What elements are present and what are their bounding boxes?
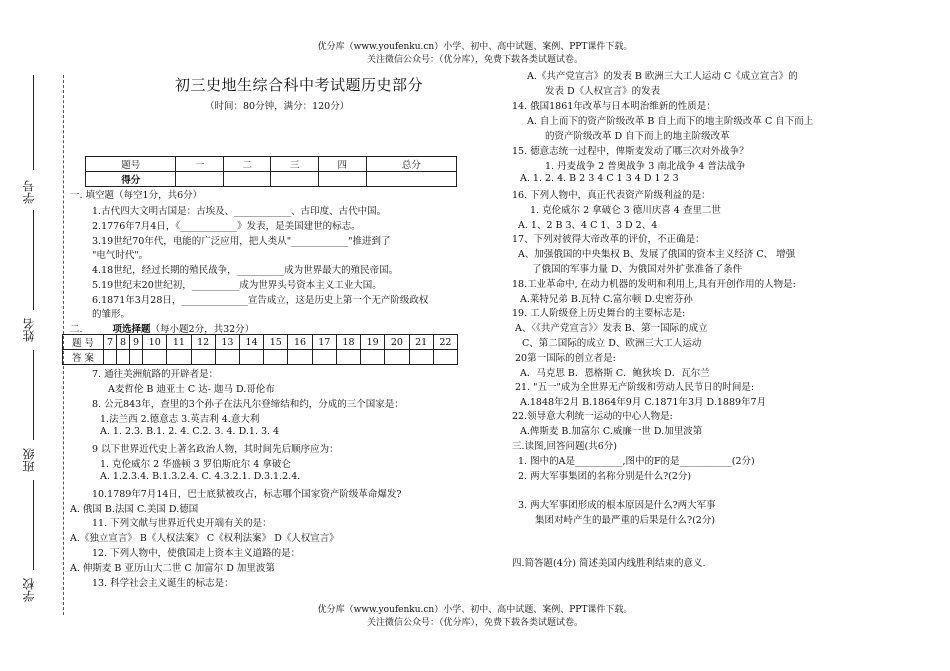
question-line: 22.领导意大利统一运动的中心人物是: [512, 411, 673, 422]
question-line: A.俾斯麦 B.加富尔 C.威廉一世 D.加里波第 [520, 426, 703, 437]
score-header: 四 [319, 157, 367, 172]
question-number-cell: 7 [104, 335, 117, 350]
question-line: 3. 两大军事团形成的根本原因是什么?两大军事 [518, 500, 716, 511]
header-line-2: 关注微信公众号：（优分库），免费下载各类试题试卷。 [366, 55, 583, 65]
question-line: 发表 D《人权宣言》的发表 [545, 86, 661, 97]
question-line: 了俄国的军事力量 D、为俄国对外扩张准备了条件 [532, 264, 743, 275]
question-line: A.《共产党宣言》的发表 B 欧洲三大工人运动 C《成立宣言》的 [527, 71, 798, 82]
question-number-cell: 10 [143, 335, 167, 350]
exam-title: 初三史地生综合科中考试题历史部分 [175, 76, 424, 94]
question-number-cell: 18 [336, 335, 360, 350]
question-line: 7. 通往美洲航路的开辟者是： [92, 369, 219, 380]
question-number-cell: 17 [312, 335, 336, 350]
question-line: A. 1、2 B 3、4 C 1、3 D 2、4 [518, 220, 658, 231]
question-line: A. 自上而下的资产阶级改革 B 自上而下的地主阶级改革 C 自下而上 [527, 116, 814, 127]
answer-cell[interactable] [336, 350, 360, 365]
question-line: 12. 下列人物中，使俄国走上资本主义道路的是： [92, 548, 301, 559]
question-number-cell: 21 [409, 335, 433, 350]
fill-line: 2.1776年7月4日，《____________》发表，是美国建世的标志。 [92, 221, 361, 232]
answer-cell[interactable] [191, 350, 215, 365]
answer-cell[interactable] [264, 350, 288, 365]
question-line: 9 以下世界近代史上著名政治人物，其时间先后顺序应为： [92, 444, 339, 455]
class-label: 班级 [22, 448, 36, 472]
question-line: 11. 下列文献与世界近代史开端有关的是： [92, 518, 272, 529]
question-number-cell: 16 [288, 335, 312, 350]
question-line: A. 1. 2. 4. B 2 3 4 C 1 3 4 D 1 2 3 [520, 173, 679, 184]
student-id-line [33, 75, 34, 170]
question-line: A.莱特兄弟 B.瓦特 C.富尔顿 D.史密芬孙 [520, 294, 693, 305]
answer-cell[interactable] [312, 350, 336, 365]
exam-subtitle: （时间：80分钟，满分：120分） [205, 101, 350, 112]
question-line: A．马克思 B．恩格斯 C．鲍狄埃 D．瓦尔兰 [520, 368, 710, 379]
question-number-cell: 22 [433, 335, 457, 350]
fill-line: 的雏形。 [92, 309, 131, 320]
question-line: 三.读图,回答问题(共6分) [512, 441, 617, 452]
score-cell[interactable] [223, 172, 271, 187]
question-line: A. 伸斯麦 B 亚历山大二世 C 加富尔 D 加里波第 [70, 563, 275, 574]
score-cell[interactable] [271, 172, 319, 187]
fill-line: "电气时代"。 [92, 250, 149, 261]
question-line: 21. "五一"成为全世界无产阶级和劳动人民节日的时间是: [515, 382, 755, 393]
question-line: 19. 工人阶级登上历史舞台的主要标志是: [512, 308, 686, 319]
answer-cell[interactable] [433, 350, 457, 365]
question-line: 集团对峙产生的最严重的后果是什么?(2分) [535, 515, 716, 526]
score-cell[interactable] [176, 172, 224, 187]
answer-cell[interactable] [288, 350, 312, 365]
question-line: 13. 科学社会主义诞生的标志是： [92, 578, 234, 589]
question-line: 的资产阶级改革 D 自下而上的地主阶级改革 [545, 131, 730, 142]
answer-cell[interactable] [361, 350, 385, 365]
question-line: 1. 图中的A是__________,图中的F的是___________(2分) [518, 456, 755, 467]
school-label: 学校 [22, 578, 36, 602]
question-line: A. 1.2.3.4. B.1.3.2.4. C. 4.3.2.1. D.3.1.2.4. [100, 471, 301, 482]
score-header: 总分 [366, 157, 456, 172]
answer-row-label: 答 案 [63, 350, 104, 365]
answer-cell[interactable] [130, 350, 143, 365]
score-cell[interactable] [366, 172, 456, 187]
question-line: 1.法兰西 2.德意志 3.英吉利 4.意大利 [100, 414, 260, 425]
fill-line: 4.18世纪，经过长期的殖民战争，__________成为世界最大的殖民帝国。 [92, 265, 399, 276]
question-number-cell: 15 [264, 335, 288, 350]
question-line: A、加强俄国的中央集权 B、发展了俄国的资本主义经济 C、 增强 [518, 249, 796, 260]
question-line: A.1848年2月 B.1864年9月 C.1871年3月 D.1889年7月 [520, 397, 767, 408]
score-header: 三 [271, 157, 319, 172]
question-line: 14. 俄国1861年改革与日本明治维新的性质是： [512, 101, 716, 112]
answer-table [62, 334, 458, 365]
question-line: 15. 德意志统一过程中，俾斯麦发动了哪三次对外战争？ [512, 146, 749, 157]
question-line: A. 1. 2.3. B.1. 2. 4. C.2. 3. 4. D.1. 3. 4 [100, 426, 280, 437]
section2-note: （每小题2分，共32分） [150, 324, 255, 335]
answer-cell[interactable] [117, 350, 130, 365]
fill-line: 1.古代四大文明古国是：古埃及、____________、古印度、古代中国。 [92, 206, 387, 217]
question-number-cell: 19 [361, 335, 385, 350]
question-line: 10.1789年7月14日，巴士底狱被攻占，标志哪个国家资产阶级革命爆发? [92, 489, 402, 500]
score-header: 一 [176, 157, 224, 172]
question-line: 1. 克伦威尔 2 拿破仑 3 德川庆喜 4 查里二世 [530, 205, 721, 216]
answer-row-label: 题 号 [63, 335, 104, 350]
question-line: 2. 两大军事集团的名称分别是什么?(2分) [518, 471, 692, 482]
question-line: A. 俄国 B.法国 C.美国 D.德国 [70, 504, 199, 515]
section1-heading: 一. 填空题（每空1分，共6分） [70, 190, 203, 201]
score-table [85, 156, 457, 187]
question-number-cell: 11 [167, 335, 191, 350]
question-number-cell: 12 [191, 335, 215, 350]
fill-line: 6.1871年3月28日，______________宣告成立，这是历史上第一个无产阶级政权 [92, 295, 429, 306]
name-label: 姓名 [22, 318, 36, 342]
question-line: 四.简答题(4分) 简述美国内线胜利结束的意义. [512, 558, 706, 569]
answer-cell[interactable] [409, 350, 433, 365]
answer-cell[interactable] [104, 350, 117, 365]
question-line: 1. 克伦威尔 2 华盛顿 3 罗伯斯庇尔 4 拿破仑 [100, 459, 291, 470]
question-number-cell: 20 [385, 335, 409, 350]
question-number-cell: 13 [215, 335, 239, 350]
footer-line-1: 优分库（www.youfenku.cn）小学、初中、高中试题、案例、PPT课件下载。 [317, 605, 633, 615]
question-line: 8. 公元843年，查里的3个孙子在法凡尔登缔结和约，分成的三个国家是： [92, 399, 404, 410]
answer-cell[interactable] [143, 350, 167, 365]
student-id-label: 学号 [22, 180, 36, 204]
school-line [33, 480, 34, 570]
section2-number: 二. [70, 324, 83, 335]
question-line: 16. 下列人物中，真正代表资产阶级利益的是： [512, 190, 711, 201]
question-number-cell: 14 [239, 335, 263, 350]
footer-line-2: 关注微信公众号：（优分库），免费下载各类试题试卷。 [366, 618, 583, 628]
question-line: C、第二国际的成立 D、欧洲三大工人运动 [522, 338, 702, 349]
score-row-label: 得分 [86, 172, 176, 187]
answer-cell[interactable] [239, 350, 263, 365]
question-line: 18.工业革命中, 在动力机器的发明和利用上,具有开创作用的人物是: [512, 279, 796, 290]
score-header: 题号 [86, 157, 176, 172]
answer-cell[interactable] [385, 350, 409, 365]
score-header: 二 [223, 157, 271, 172]
class-line [33, 350, 34, 440]
fill-line: 3.19世纪70年代，电能的广泛应用，把人类从"____________"推进到了 [92, 236, 391, 247]
section2-title: 项选择题 [112, 324, 151, 335]
answer-cell[interactable] [167, 350, 191, 365]
header-line-1: 优分库（www.youfenku.cn）小学、初中、高中试题、案例、PPT课件下载。 [317, 42, 633, 52]
question-line: 1. 丹麦战争 2 普奥战争 3 南北战争 4 普法战争 [545, 161, 746, 172]
question-number-cell: 8 [117, 335, 130, 350]
question-number-cell: 9 [130, 335, 143, 350]
question-line: A麦哲伦 B 迪亚士 C 达- 迦马 D.哥伦布 [108, 384, 275, 395]
question-line: 17、下列对彼得大帝改革的评价，不正确是： [512, 234, 705, 245]
fill-line: 5.19世纪末20世纪初，__________成为世界头号资本主义工业大国。 [92, 280, 382, 291]
score-cell[interactable] [319, 172, 367, 187]
question-line: A.《独立宣言》 B《人权法案》 C《权利法案》 D《人权宣言》 [70, 533, 339, 544]
name-line [33, 210, 34, 310]
question-line: 20第一国际的创立者是: [515, 353, 616, 364]
section2-heading [70, 321, 254, 335]
answer-cell[interactable] [215, 350, 239, 365]
question-line: A、〈《共产党宣言》〉发表 B、第一国际的成立 [515, 323, 708, 334]
